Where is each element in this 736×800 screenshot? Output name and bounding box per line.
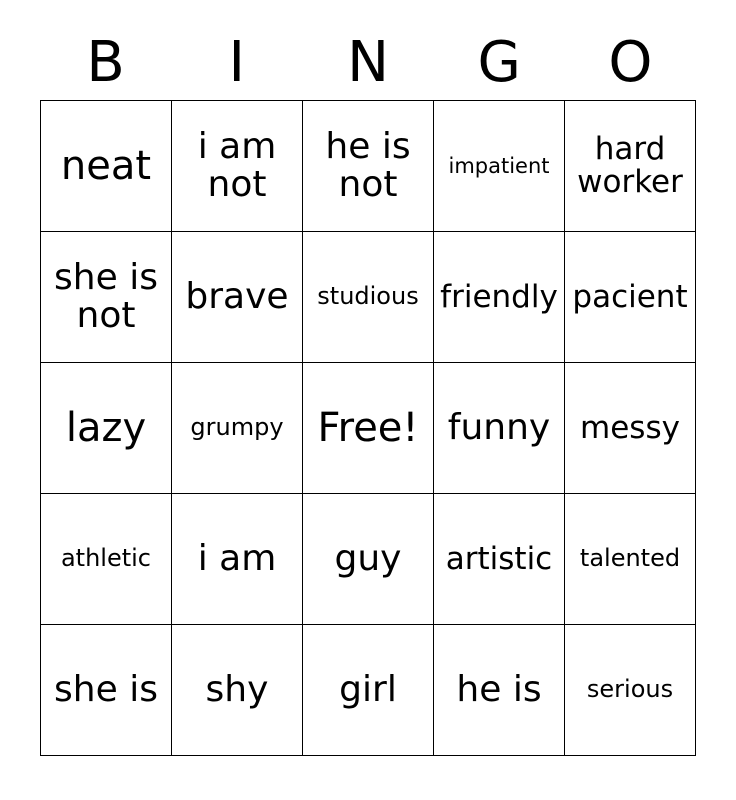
bingo-row — [41, 363, 696, 494]
bingo-cell-b3[interactable]: lazy — [41, 363, 172, 494]
bingo-grid — [40, 100, 696, 756]
bingo-cell-i5[interactable]: shy — [172, 625, 303, 756]
bingo-row — [41, 494, 696, 625]
bingo-cell-o3[interactable]: messy — [565, 363, 696, 494]
bingo-cell-g4[interactable]: artistic — [434, 494, 565, 625]
bingo-cell-i2[interactable]: brave — [172, 232, 303, 363]
bingo-cell-g2[interactable]: friendly — [434, 232, 565, 363]
bingo-cell-g1[interactable]: impatient — [434, 101, 565, 232]
bingo-cell-n1[interactable]: he is not — [303, 101, 434, 232]
bingo-cell-b5[interactable]: she is — [41, 625, 172, 756]
header-letter-n: N — [347, 30, 389, 95]
bingo-row — [41, 625, 696, 756]
bingo-header — [40, 0, 696, 96]
bingo-cell-i1[interactable]: i am not — [172, 101, 303, 232]
bingo-row — [41, 101, 696, 232]
bingo-cell-b2[interactable]: she is not — [41, 232, 172, 363]
bingo-cell-n2[interactable]: studious — [303, 232, 434, 363]
bingo-cell-g3[interactable]: funny — [434, 363, 565, 494]
header-letter-o: O — [608, 30, 653, 95]
bingo-cell-n4[interactable]: guy — [303, 494, 434, 625]
bingo-cell-i3[interactable]: grumpy — [172, 363, 303, 494]
bingo-cell-o4[interactable]: talented — [565, 494, 696, 625]
bingo-cell-g5[interactable]: he is — [434, 625, 565, 756]
bingo-cell-b1[interactable]: neat — [41, 101, 172, 232]
bingo-cell-o5[interactable]: serious — [565, 625, 696, 756]
bingo-cell-n5[interactable]: girl — [303, 625, 434, 756]
header-letter-b: B — [86, 30, 125, 95]
bingo-cell-o2[interactable]: pacient — [565, 232, 696, 363]
bingo-cell-o1[interactable]: hard worker — [565, 101, 696, 232]
bingo-row — [41, 232, 696, 363]
bingo-cell-free[interactable]: Free! — [303, 363, 434, 494]
bingo-cell-i4[interactable]: i am — [172, 494, 303, 625]
header-letter-i: I — [228, 30, 246, 95]
header-letter-g: G — [477, 30, 521, 95]
bingo-cell-b4[interactable]: athletic — [41, 494, 172, 625]
